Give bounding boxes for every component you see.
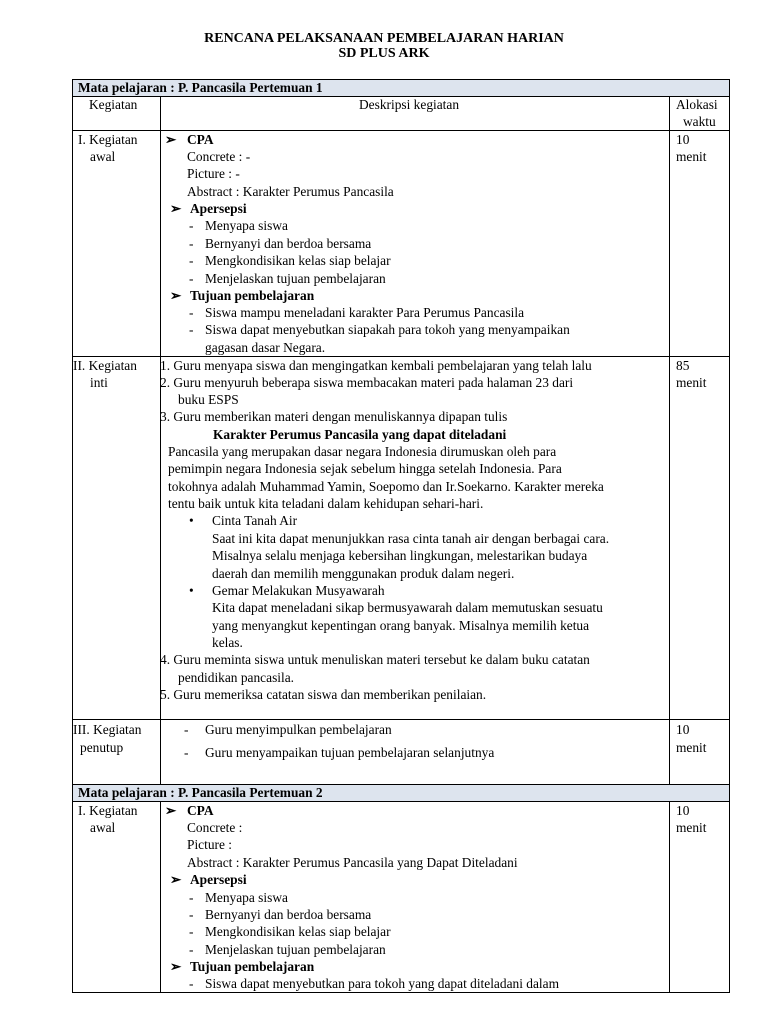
arrowhead-bullet-icon: ➢ xyxy=(170,288,182,303)
bullet-text-line: kelas. xyxy=(212,635,243,650)
cpa-heading: CPA xyxy=(187,132,214,147)
list-item: Siswa dapat menyebutkan para tokoh yang dapat diteladani dalam xyxy=(205,976,559,991)
round-bullet-icon: • xyxy=(189,513,194,528)
cpa-picture: Picture : xyxy=(187,837,232,852)
dash-bullet: - xyxy=(189,322,194,337)
cpa-heading: CPA xyxy=(187,803,214,818)
kegiatan-penutup-label-2: penutup xyxy=(80,740,124,755)
table-border xyxy=(72,79,73,785)
time-unit: menit xyxy=(676,149,707,164)
apersepsi-heading: Apersepsi xyxy=(190,201,247,216)
dash-bullet: - xyxy=(189,942,194,957)
kegiatan-penutup-label: III. Kegiatan xyxy=(73,722,142,737)
cpa-concrete: Concrete : - xyxy=(187,149,251,164)
dash-bullet: - xyxy=(184,745,189,760)
kegiatan-awal-label: I. Kegiatan xyxy=(78,803,138,818)
bullet-text-line: Kita dapat meneladani sikap bermusyawarah dalam memutuskan sesuatu xyxy=(212,600,603,615)
dash-bullet: - xyxy=(189,218,194,233)
list-item: Mengkondisikan kelas siap belajar xyxy=(205,924,391,939)
dash-bullet: - xyxy=(189,976,194,991)
cpa-picture: Picture : - xyxy=(187,166,240,181)
meeting2-title: Mata pelajaran : P. Pancasila Pertemuan 2 xyxy=(78,785,323,800)
dash-bullet: - xyxy=(189,236,194,251)
cpa-abstract: Abstract : Karakter Perumus Pancasila xyxy=(187,184,394,199)
table-border xyxy=(669,801,670,992)
list-item: Guru menyimpulkan pembelajaran xyxy=(205,722,392,737)
kegiatan-inti-label: II. Kegiatan xyxy=(73,358,137,373)
arrowhead-bullet-icon: ➢ xyxy=(165,803,177,818)
materi-paragraph-line: Pancasila yang merupakan dasar negara Indonesia dirumuskan oleh para xyxy=(168,444,557,459)
tujuan-heading: Tujuan pembelajaran xyxy=(190,959,315,974)
bullet-title: Gemar Melakukan Musyawarah xyxy=(212,583,385,598)
step-4: 4. Guru meminta siswa untuk menuliskan materi tersebut ke dalam buku catatan xyxy=(160,652,590,667)
arrowhead-bullet-icon: ➢ xyxy=(170,201,182,216)
document-title: RENCANA PELAKSANAAN PEMBELAJARAN HARIAN xyxy=(204,31,564,46)
dash-bullet: - xyxy=(189,890,194,905)
kegiatan-awal-label: I. Kegiatan xyxy=(78,132,138,147)
time-value: 85 xyxy=(676,358,690,373)
kegiatan-inti-label-2: inti xyxy=(90,375,108,390)
step-5: 5. Guru memeriksa catatan siswa dan memberikan penilaian. xyxy=(160,687,487,702)
dash-bullet: - xyxy=(189,924,194,939)
cpa-concrete: Concrete : xyxy=(187,820,243,835)
list-item: Siswa dapat menyebutkan siapakah para tokoh yang menyampaikan xyxy=(205,322,570,337)
header-waktu: waktu xyxy=(683,114,716,129)
list-item: Mengkondisikan kelas siap belajar xyxy=(205,253,391,268)
step-2: 2. Guru menyuruh beberapa siswa membacakan materi pada halaman 23 dari xyxy=(160,375,574,390)
bullet-text-line: yang menyangkut kepentingan orang banyak. Misalnya memilih ketua xyxy=(212,618,590,633)
step-1: 1. Guru menyapa siswa dan mengingatkan kembali pembelajaran yang telah lalu xyxy=(160,358,592,373)
list-item: Siswa mampu meneladani karakter Para Perumus Pancasila xyxy=(205,305,525,320)
materi-paragraph-line: tentu baik untuk kita teladani dalam kehidupan sehari-hari. xyxy=(168,496,484,511)
apersepsi-heading: Apersepsi xyxy=(190,872,247,887)
table-border xyxy=(729,79,730,785)
list-item: Menyapa siswa xyxy=(205,890,288,905)
kegiatan-awal-label-2: awal xyxy=(90,820,116,835)
list-item: Bernyanyi dan berdoa bersama xyxy=(205,236,372,251)
school-name: SD PLUS ARK xyxy=(338,46,430,61)
list-item: Menjelaskan tujuan pembelajaran xyxy=(205,271,386,286)
list-item: Menyapa siswa xyxy=(205,218,288,233)
time-value: 10 xyxy=(676,132,690,147)
dash-bullet: - xyxy=(189,253,194,268)
header-kegiatan: Kegiatan xyxy=(89,97,138,112)
time-value: 10 xyxy=(676,803,690,818)
tujuan-heading: Tujuan pembelajaran xyxy=(190,288,315,303)
header-deskripsi: Deskripsi kegiatan xyxy=(359,97,460,112)
table-border xyxy=(669,96,670,784)
bullet-text-line: Saat ini kita dapat menunjukkan rasa cinta tanah air dengan berbagai cara. xyxy=(212,531,610,546)
table-border xyxy=(160,801,161,992)
materi-title: Karakter Perumus Pancasila yang dapat diteladani xyxy=(213,427,507,442)
step-3: 3. Guru memberikan materi dengan menuliskannya dipapan tulis xyxy=(160,409,508,424)
table-border xyxy=(160,96,161,784)
step-2-continuation: buku ESPS xyxy=(178,392,239,407)
step-4-continuation: pendidikan pancasila. xyxy=(178,670,295,685)
list-item: Menjelaskan tujuan pembelajaran xyxy=(205,942,386,957)
meeting1-title: Mata pelajaran : P. Pancasila Pertemuan 1 xyxy=(78,80,323,95)
list-item: Bernyanyi dan berdoa bersama xyxy=(205,907,372,922)
arrowhead-bullet-icon: ➢ xyxy=(170,872,182,887)
dash-bullet: - xyxy=(189,305,194,320)
list-item-continuation: gagasan dasar Negara. xyxy=(205,340,326,355)
arrowhead-bullet-icon: ➢ xyxy=(165,132,177,147)
round-bullet-icon: • xyxy=(189,583,194,598)
materi-paragraph-line: tokohnya adalah Muhammad Yamin, Soepomo dan Ir.Soekarno. Karakter mereka xyxy=(168,479,604,494)
time-value: 10 xyxy=(676,722,690,737)
bullet-title: Cinta Tanah Air xyxy=(212,513,298,528)
table-border xyxy=(72,719,730,720)
list-item: Guru menyampaikan tujuan pembelajaran selanjutnya xyxy=(205,745,495,760)
dash-bullet: - xyxy=(184,722,189,737)
materi-paragraph-line: pemimpin negara Indonesia sejak sebelum hingga setelah Indonesia. Para xyxy=(168,461,562,476)
time-unit: menit xyxy=(676,820,707,835)
time-unit: menit xyxy=(676,375,707,390)
dash-bullet: - xyxy=(189,907,194,922)
arrowhead-bullet-icon: ➢ xyxy=(170,959,182,974)
time-unit: menit xyxy=(676,740,707,755)
cpa-abstract: Abstract : Karakter Perumus Pancasila yang Dapat Diteladani xyxy=(187,855,518,870)
bullet-text-line: daerah dan memilih menggunakan produk dalam negeri. xyxy=(212,566,515,581)
bullet-text-line: Misalnya selalu menjaga kebersihan lingkungan, melestarikan budaya xyxy=(212,548,588,563)
table-border xyxy=(72,784,73,993)
kegiatan-awal-label-2: awal xyxy=(90,149,116,164)
table-border xyxy=(729,784,730,993)
table-border xyxy=(72,992,730,993)
dash-bullet: - xyxy=(189,271,194,286)
header-alokasi: Alokasi xyxy=(676,97,718,112)
